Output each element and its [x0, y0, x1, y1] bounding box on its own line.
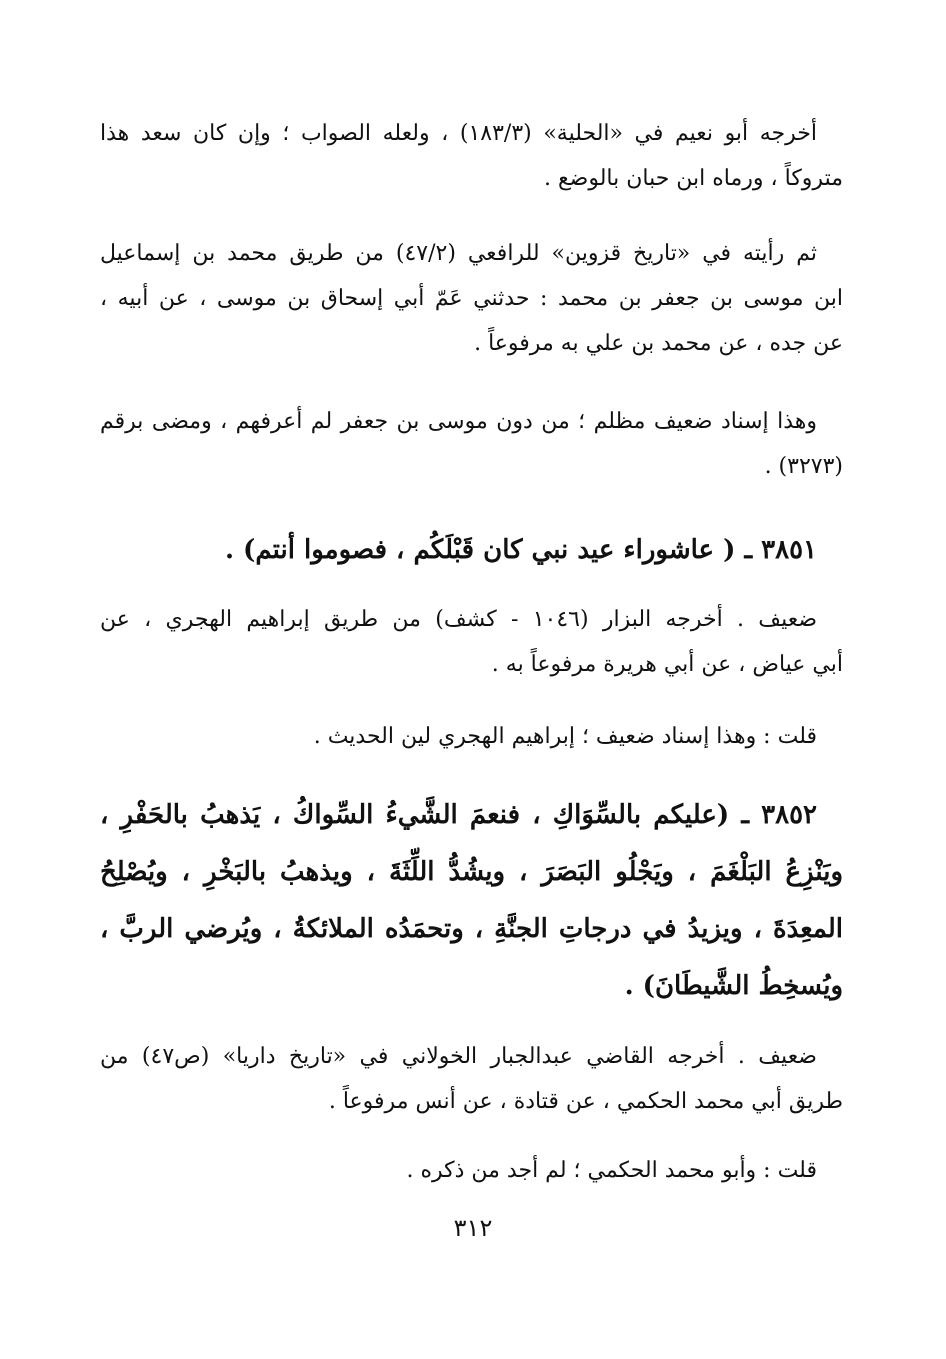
text-line: قلت : وهذا إسناد ضعيف ؛ إبراهيم الهجري لين الحديث .: [313, 724, 817, 749]
paragraph-takhrij-bazzar: [100, 597, 843, 687]
text-line: وهذا إسناد ضعيف مظلم ؛ من دون موسى بن جعفر لم أعرفهم ، ومضى برقم: [100, 409, 817, 434]
paragraph-qultu-hakami: [100, 1148, 843, 1193]
text-line: أخرجه أبو نعيم في «الحلية» (١٨٣/٣) ، ولعله الصواب ؛ وإن كان سعد هذا: [100, 121, 817, 146]
paragraph-qultu-hajari: [100, 714, 843, 759]
paragraph-takhrij-daraya: [100, 1034, 843, 1124]
hadith-text-line: المعِدَةَ ، ويزيدُ في درجاتِ الجنَّةِ ، وتحمَدُه الملائكةُ ، ويُرضي الربَّ ،: [100, 914, 843, 944]
hadith-text-line: ويُسخِطُ الشَّيطَانَ) .: [624, 971, 843, 1001]
hadith-3851: [100, 525, 843, 575]
paragraph-tarikh-qazwin: [100, 231, 843, 366]
text-line: ثم رأيته في «تاريخ قزوين» للرافعي (٤٧/٢) من طريق محمد بن إسماعيل: [100, 241, 817, 266]
text-line: طريق أبي محمد الحكمي ، عن قتادة ، عن أنس مرفوعاً .: [328, 1089, 843, 1114]
text-line: متروكاً ، ورماه ابن حبان بالوضع .: [543, 166, 843, 191]
text-line: ضعيف . أخرجه البزار (١٠٤٦ - كشف) من طريق إبراهيم الهجري ، عن: [100, 607, 817, 632]
paragraph-isnad-note: [100, 399, 843, 489]
hadith-3852: [100, 787, 843, 1015]
page-number: ٣١٢: [453, 1214, 493, 1242]
paragraph-takhrij-hilya: [100, 111, 843, 201]
text-line: (٣٢٧٣) .: [764, 454, 843, 479]
text-line: عن جده ، عن محمد بن علي به مرفوعاً .: [474, 331, 843, 356]
hadith-text-line: ويَنْزِعُ البَلْغَمَ ، ويَجْلُو البَصَرَ ، ويشُدُّ اللِّثَةَ ، ويذهبُ بالبَخْرِ ، ويُصْلِحُ: [100, 857, 843, 887]
hadith-text-line: ٣٨٥١ ـ ( عاشوراء عيد نبي كان قَبْلَكُم ، فصوموا أنتم) .: [224, 535, 817, 565]
text-line: ابن موسى بن جعفر بن محمد : حدثني عَمّ أبي إسحاق بن موسى ، عن أبيه ،: [100, 286, 843, 311]
text-line: أبي عياض ، عن أبي هريرة مرفوعاً به .: [491, 652, 843, 677]
hadith-text-line: ٣٨٥٢ ـ (عليكم بالسِّوَاكِ ، فنعمَ الشَّيءُ السِّواكُ ، يَذهبُ بالحَفْرِ ،: [100, 800, 817, 830]
text-line: ضعيف . أخرجه القاضي عبدالجبار الخولاني في «تاريخ داريا» (ص٤٧) من: [100, 1044, 817, 1069]
text-line: قلت : وأبو محمد الحكمي ؛ لم أجد من ذكره .: [406, 1158, 817, 1183]
